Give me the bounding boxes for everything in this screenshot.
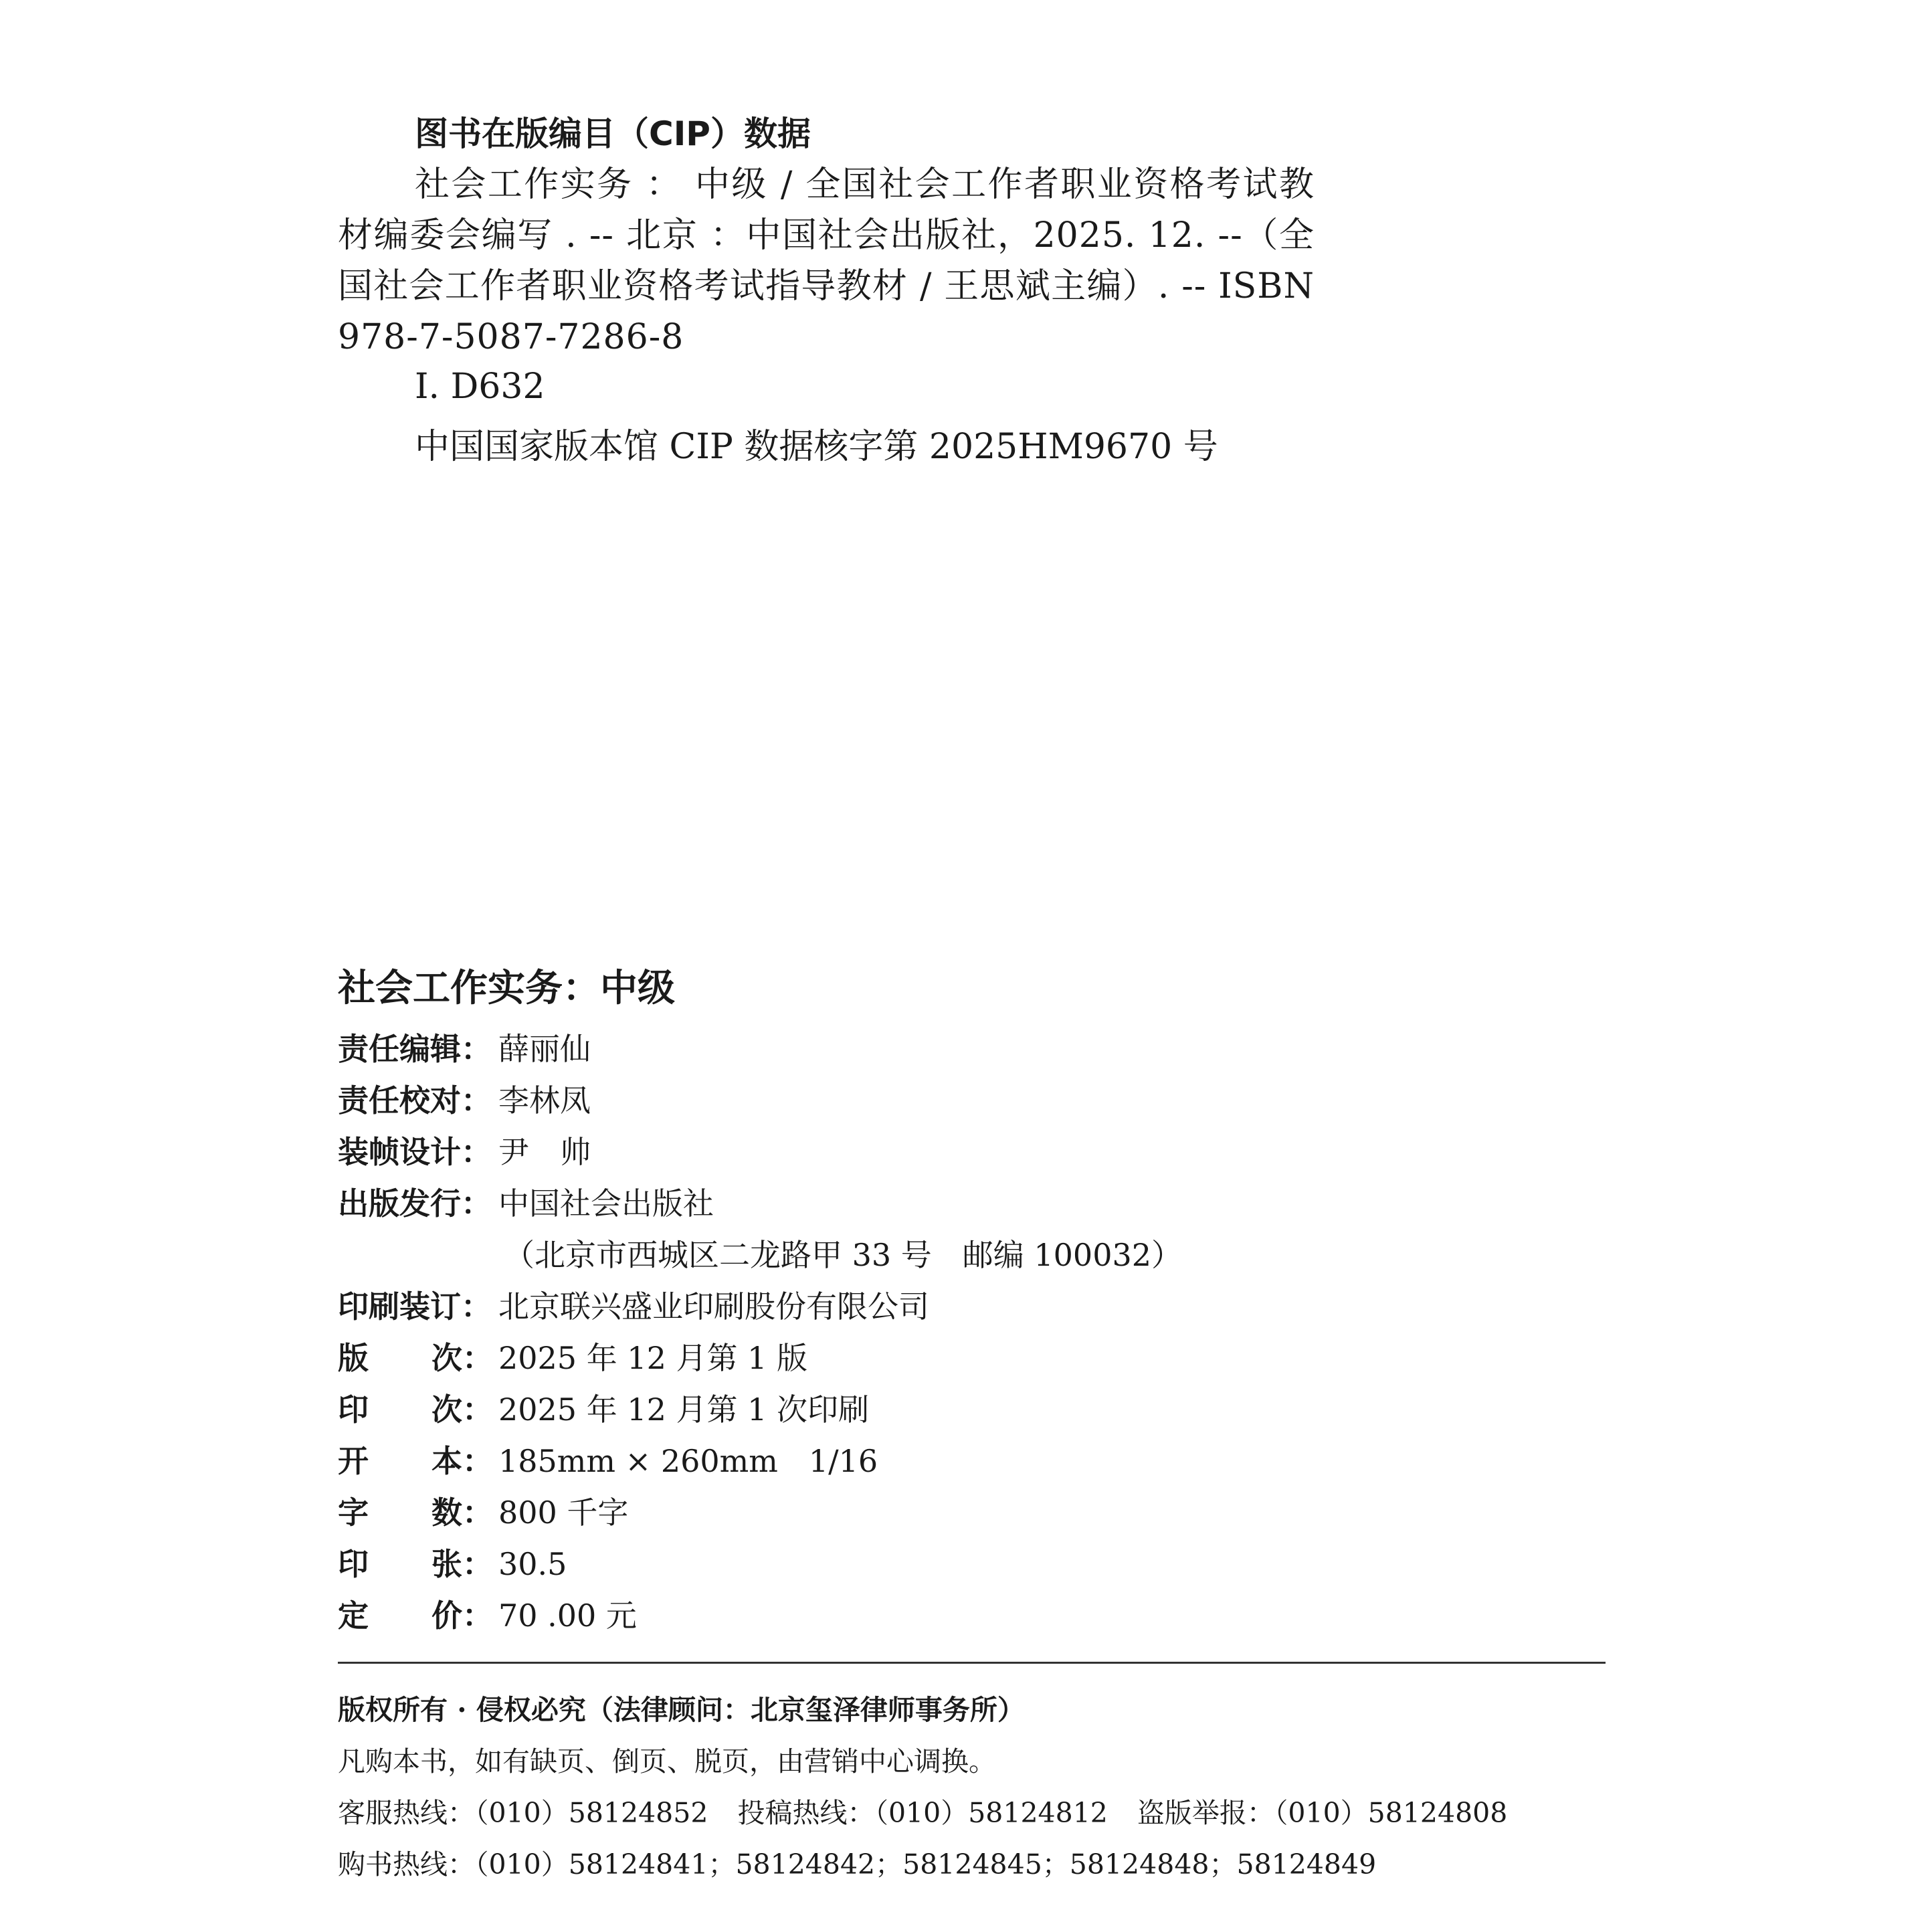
editor-row	[338, 1024, 1609, 1075]
printing-label-second: 次：	[431, 1391, 493, 1428]
service-hotline: 客服热线：（010）58124852	[338, 1797, 708, 1829]
cip-verification: 中国国家版本馆 CIP 数据核字第 2025HM9670 号	[415, 427, 1218, 467]
proofreader-value: 李林凤	[498, 1082, 591, 1119]
proofreader-row	[338, 1075, 1609, 1127]
words-label-first: 字	[338, 1494, 369, 1531]
exchange-notice: 凡购本书，如有缺页、倒页、脱页，由营销中心调换。	[338, 1745, 996, 1777]
printing-value: 2025 年 12 月第 1 次印刷	[498, 1391, 869, 1428]
price-label-second: 价：	[431, 1598, 493, 1634]
price-value: 70 .00 元	[498, 1598, 637, 1634]
printer-label: 印刷装订：	[338, 1288, 492, 1325]
sheets-label-first: 印	[338, 1546, 369, 1582]
copyright-block	[338, 1684, 1609, 1891]
cip-heading: 图书在版编目（CIP）数据	[415, 114, 811, 153]
publisher-label: 出版发行：	[338, 1185, 492, 1222]
edition-row	[338, 1333, 1609, 1384]
editor-value: 薛丽仙	[498, 1031, 591, 1067]
printer-value: 北京联兴盛业印刷股份有限公司	[498, 1288, 929, 1325]
edition-label-second: 次：	[431, 1340, 493, 1376]
publisher-value: 中国社会出版社	[498, 1185, 714, 1222]
words-label-second: 数：	[431, 1494, 493, 1531]
edition-label-first: 版	[338, 1340, 369, 1376]
words-value: 800 千字	[498, 1494, 629, 1531]
cip-classification: Ⅰ. D632	[415, 367, 545, 407]
editor-label: 责任编辑：	[338, 1031, 492, 1067]
rights-statement: 版权所有 · 侵权必究（法律顾问：北京玺泽律师事务所）	[338, 1694, 1025, 1726]
words-row	[338, 1487, 1609, 1539]
price-label-first: 定	[338, 1598, 369, 1634]
proofreader-label: 责任校对：	[338, 1082, 492, 1119]
submission-hotline: 投稿热线：（010）58124812	[737, 1797, 1108, 1829]
imprint-block	[338, 962, 1609, 1642]
edition-value: 2025 年 12 月第 1 版	[498, 1340, 807, 1376]
designer-value: 尹 帅	[498, 1134, 591, 1170]
printing-label-first: 印	[338, 1391, 369, 1428]
hotlines-row	[338, 1788, 1609, 1839]
price-row	[338, 1590, 1609, 1642]
format-label-second: 本：	[431, 1443, 493, 1479]
sheets-row	[338, 1539, 1609, 1590]
piracy-hotline: 盗版举报：（010）58124808	[1137, 1797, 1508, 1829]
designer-label: 装帧设计：	[338, 1134, 492, 1170]
publisher-address-row	[338, 1230, 1609, 1281]
designer-row	[338, 1127, 1609, 1178]
sheets-value: 30.5	[498, 1546, 567, 1582]
sheets-label-second: 张：	[431, 1546, 493, 1582]
divider-line	[338, 1662, 1606, 1664]
format-label-first: 开	[338, 1443, 369, 1479]
format-row	[338, 1436, 1609, 1487]
printer-row	[338, 1281, 1609, 1333]
book-title: 社会工作实务：中级	[338, 967, 675, 1010]
cip-paragraph: 社会工作实务 ： 中级 / 全国社会工作者职业资格考试教材编委会编写 . -- 北京 ：中国社会出版社，2025. 12. --（全国社会工作者职业资格考试指导教材 / 王思斌主编）. -- ISBN 978-7-5087-7286-8	[338, 165, 1315, 357]
publisher-address: （北京市西城区二龙路甲 33 号 邮编 100032）	[504, 1237, 1182, 1273]
format-value: 185mm × 260mm 1/16	[498, 1443, 878, 1479]
printing-row	[338, 1384, 1609, 1436]
publisher-row	[338, 1178, 1609, 1230]
purchase-hotline: 购书热线：（010）58124841；58124842；58124845；58124848；58124849	[338, 1848, 1377, 1880]
